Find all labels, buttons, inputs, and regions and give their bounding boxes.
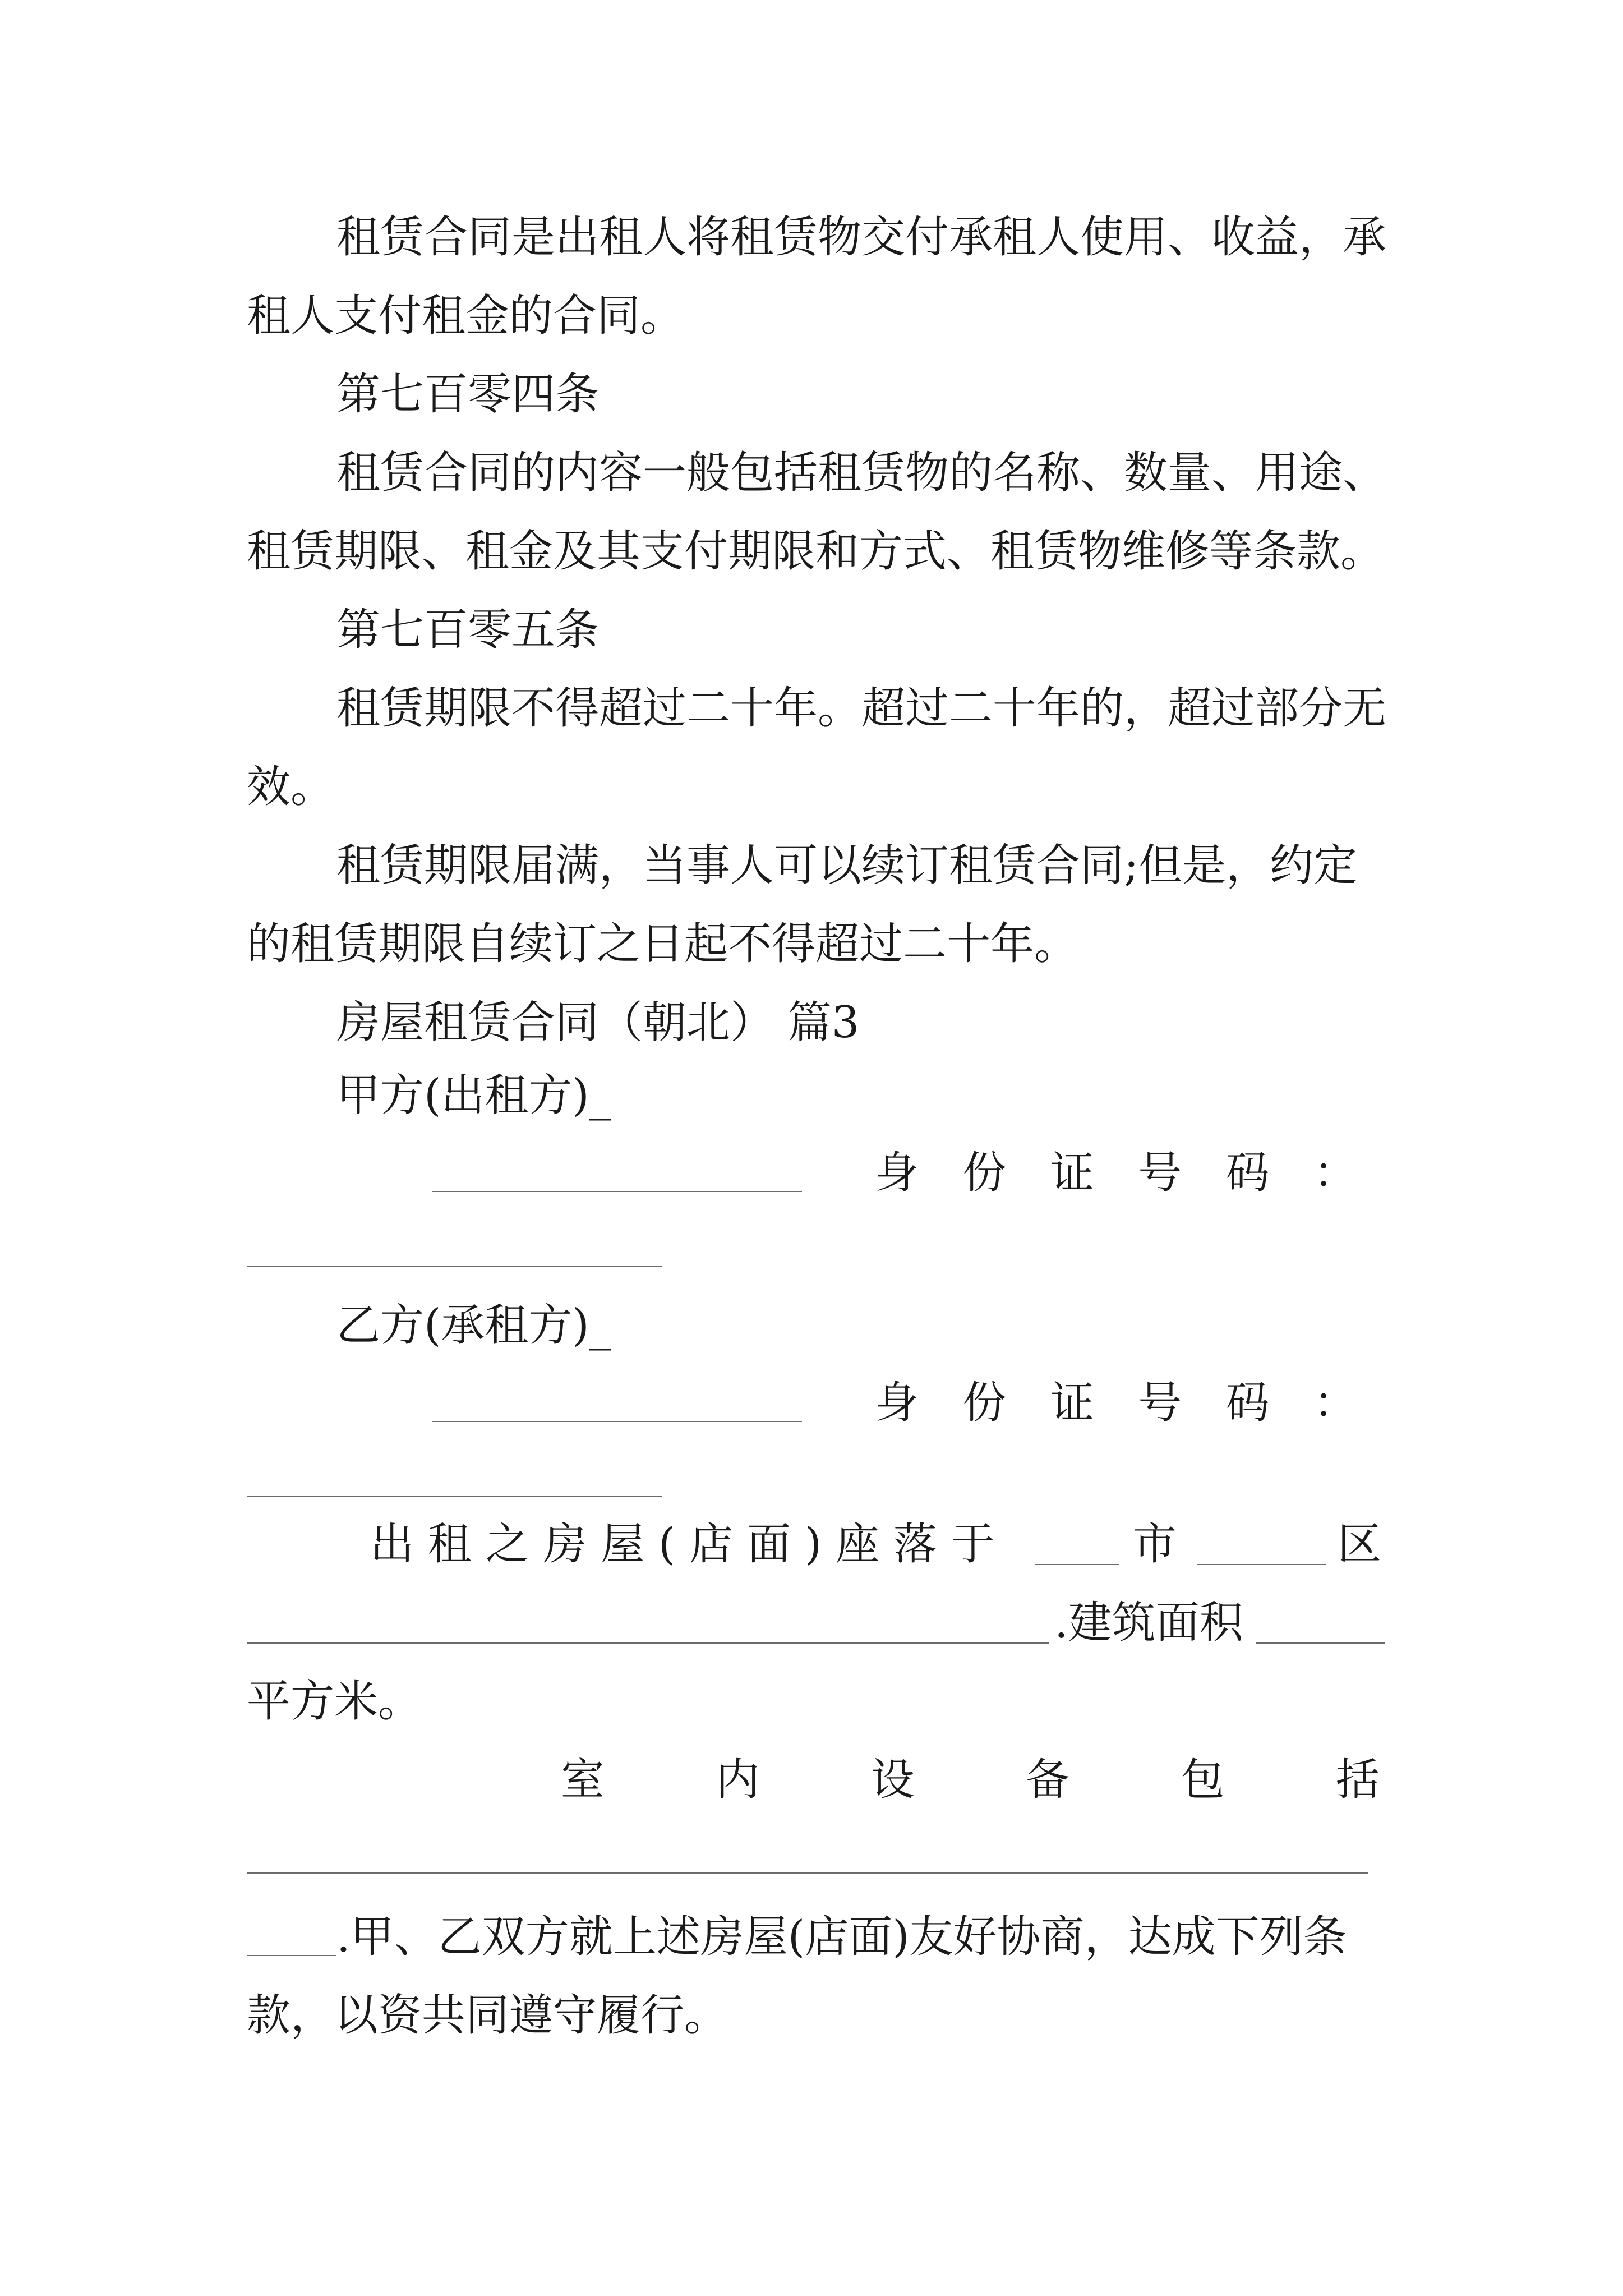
paragraph-renewal-line1: 租赁期限届满，当事人可以续订租赁合同;但是，约定 [336,840,1358,891]
party-a-label: 甲方(出租方)_ [336,1070,611,1121]
party-b-id-blank [247,1496,662,1497]
party-a-id-blank [247,1266,662,1267]
paragraph-lease-definition-line1: 租赁合同是出租人将租赁物交付承租人使用、收益，承 [336,212,1387,263]
paragraph-lease-definition-line2: 租人支付租金的合同。 [247,291,685,341]
district-label: 区 [1338,1519,1382,1570]
agreement-paragraph-line1: .甲、乙双方就上述房屋(店面)友好协商，达成下列条 [336,1912,1347,1962]
equipment-continuation-blank [247,1955,336,1956]
building-area-label: .建筑面积 [1054,1598,1243,1648]
party-b-label: 乙方(承租方)_ [336,1300,611,1351]
paragraph-lease-content-line1: 租赁合同的内容一般包括租赁物的名称、数量、用途、 [336,448,1387,498]
property-location-label: 出 租 之 房 屋 ( 店 面 ) 座 落 于 [370,1519,995,1570]
building-area-blank [1256,1642,1385,1644]
paragraph-lease-term-line2: 效。 [247,762,335,812]
city-blank [1035,1564,1119,1565]
city-label: 市 [1133,1519,1177,1570]
party-a-name-blank [432,1191,802,1192]
id-number-label-a: 身 份 证 号 码 ： [875,1148,1357,1198]
address-blank [247,1642,1049,1644]
id-number-label-b: 身 份 证 号 码 ： [875,1378,1357,1428]
paragraph-renewal-line2: 的租赁期限自续订之日起不得超过二十年。 [247,919,1078,969]
district-blank [1197,1564,1326,1565]
agreement-paragraph-line2: 款，以资共同遵守履行。 [247,1990,728,2041]
indoor-equipment-blank [247,1872,1368,1874]
area-unit-label: 平方米。 [247,1676,422,1727]
article-705-title: 第七百零五条 [336,605,600,655]
paragraph-lease-content-line2: 租赁期限、租金及其支付期限和方式、租赁物维修等条款。 [247,526,1385,577]
article-704-title: 第七百零四条 [336,369,600,420]
party-b-name-blank [432,1421,802,1422]
section-heading: 房屋租赁合同（朝北） 篇3 [336,997,860,1048]
paragraph-lease-term-line1: 租赁期限不得超过二十年。超过二十年的，超过部分无 [336,683,1387,734]
indoor-equipment-label: 室 内 设 备 包 括 [561,1755,1380,1805]
